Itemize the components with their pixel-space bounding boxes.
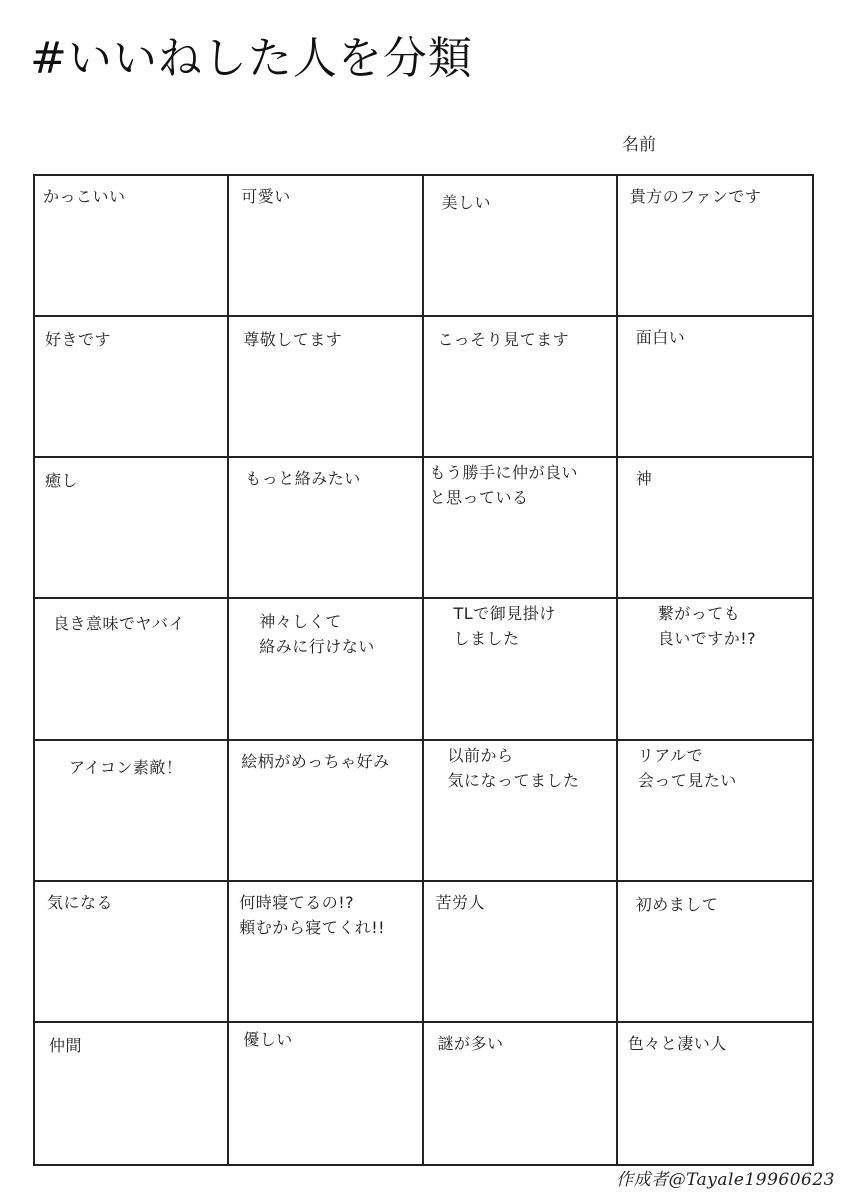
cell-label: 面白い [635, 328, 686, 348]
name-label: 名前 [622, 135, 656, 155]
cell-label: 絵柄がめっちゃ好み [241, 751, 390, 771]
grid-cell [424, 741, 618, 882]
cell-label: 好きです [45, 330, 112, 350]
cell-label: アイコン素敵！ [69, 757, 183, 777]
grid-cell [229, 741, 423, 882]
cell-label: TLで御見掛け しました [453, 604, 556, 649]
cell-label: 癒し [45, 471, 79, 491]
grid-cell [424, 317, 618, 458]
cell-label: 優しい [243, 1029, 293, 1049]
cell-label: かっこいい [43, 187, 126, 206]
grid-cell [35, 599, 229, 740]
cell-label: リアルで 会って見たい [637, 745, 737, 790]
grid-cell [229, 599, 423, 740]
grid-cell [35, 1023, 229, 1164]
classification-grid [33, 174, 814, 1166]
grid-cell [35, 317, 229, 458]
grid-cell [35, 458, 229, 599]
cell-label: 何時寝てるの!? 頼むから寝てくれ!! [239, 892, 386, 937]
cell-label: 苦労人 [435, 892, 486, 912]
cell-label: 可愛い [241, 187, 291, 206]
cell-label: こっそり見てます [437, 330, 570, 350]
grid-cell [618, 1023, 812, 1164]
grid-cell [229, 882, 423, 1023]
cell-label: 良き意味でヤバイ [53, 614, 186, 634]
grid-cell [35, 741, 229, 882]
cell-label: もっと絡みたい [245, 469, 361, 489]
grid-cell [424, 599, 618, 740]
cell-label: 色々と凄い人 [627, 1033, 727, 1053]
cell-label: 以前から 気になってました [447, 745, 580, 790]
cell-label: 繋がっても 良いですか!? [657, 604, 757, 649]
cell-label: 謎が多い [437, 1033, 504, 1053]
cell-label: もう勝手に仲が良い と思っている [429, 463, 579, 508]
author-credit: 作成者@Tayale19960623 [616, 1170, 835, 1190]
grid-cell [618, 741, 812, 882]
grid-cell [424, 1023, 618, 1164]
grid-cell [229, 176, 423, 317]
page-title: #いいねした人を分類 [30, 33, 473, 84]
cell-label: 神 [635, 469, 653, 489]
grid-cell [424, 176, 618, 317]
grid-cell [229, 458, 423, 599]
grid-cell [229, 1023, 423, 1164]
grid-cell [618, 176, 812, 317]
grid-cell [35, 882, 229, 1023]
grid-cell [424, 882, 618, 1023]
grid-cell [424, 458, 618, 599]
cell-label: 美しい [441, 193, 492, 212]
cell-label: 貴方のファンです [629, 187, 762, 206]
cell-label: 気になる [47, 892, 114, 912]
grid-cell [35, 176, 229, 317]
grid-cell [618, 882, 812, 1023]
grid-cell [618, 317, 812, 458]
grid-cell [618, 458, 812, 599]
cell-label: 尊敬してます [243, 330, 343, 350]
grid-cell [229, 317, 423, 458]
cell-label: 仲間 [49, 1035, 83, 1055]
grid-cell [618, 599, 812, 740]
cell-label: 神々しくて 絡みに行けない [259, 612, 375, 657]
cell-label: 初めまして [635, 894, 719, 914]
